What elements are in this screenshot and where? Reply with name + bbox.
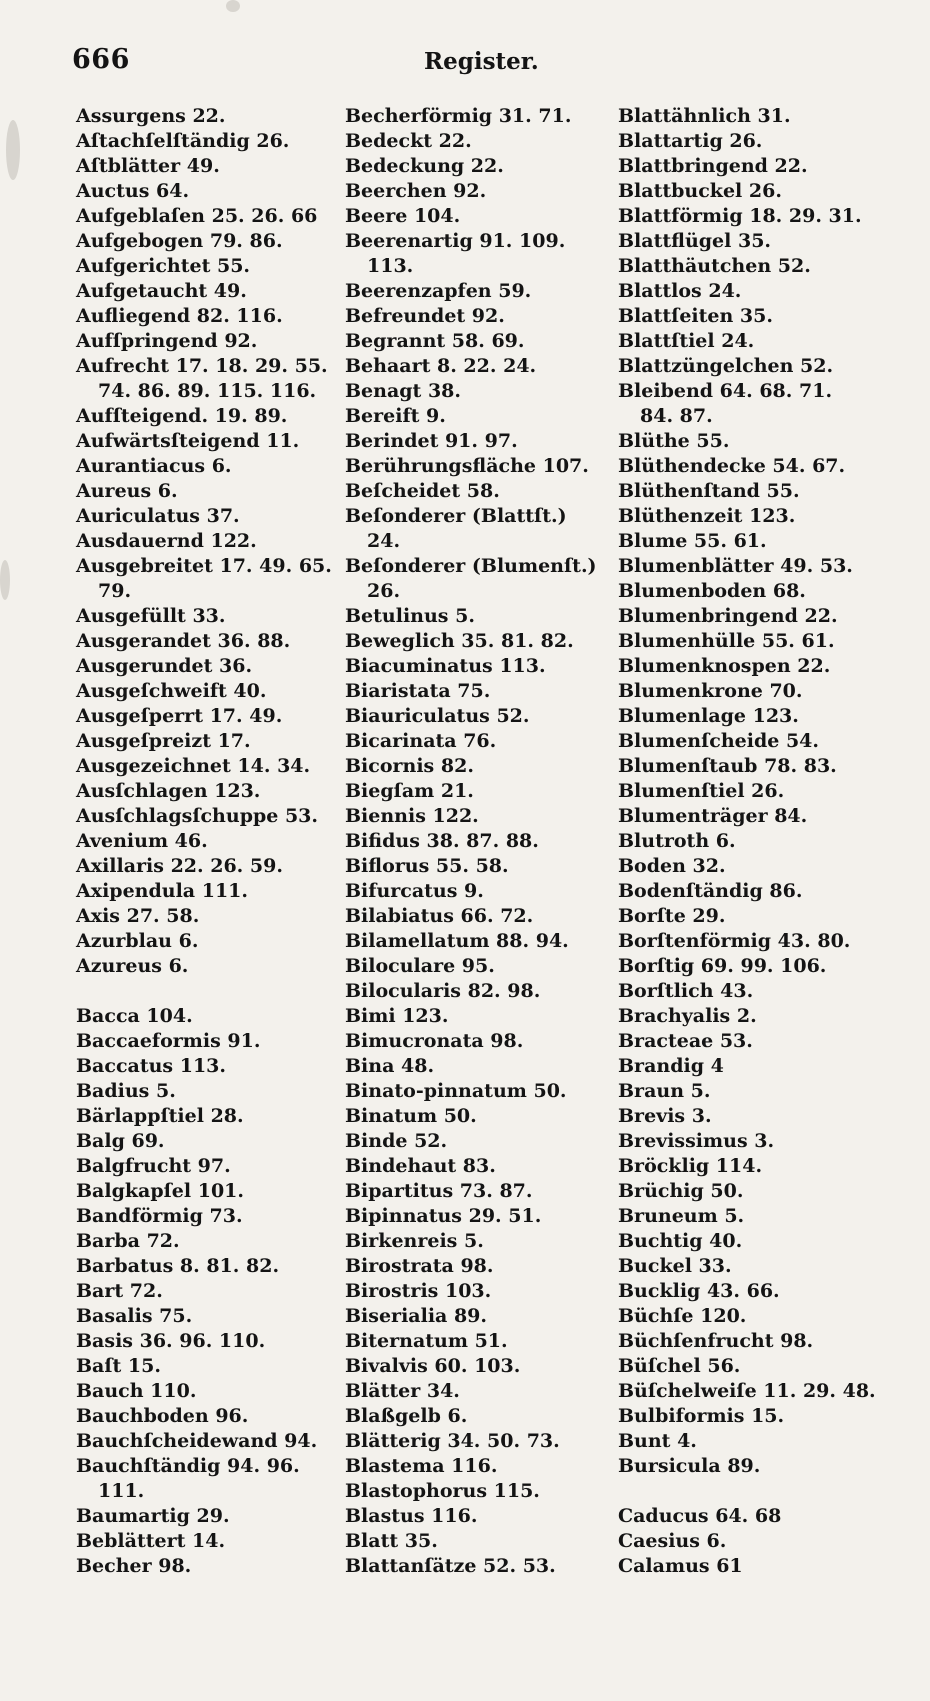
paper-stain	[6, 120, 20, 180]
index-entry: Blutroth 6.	[618, 830, 736, 852]
index-entry: Bärlappſtiel 28.	[76, 1105, 244, 1127]
index-entry: Biloculare 95.	[345, 955, 495, 977]
index-entry: Ausgeſchweift 40.	[76, 680, 267, 702]
index-entry: Biternatum 51.	[345, 1330, 508, 1352]
index-gap	[618, 1479, 898, 1504]
index-entry: Bimi 123.	[345, 1005, 449, 1027]
index-entry: Bart 72.	[76, 1280, 163, 1302]
index-entry: Berindet 91. 97.	[345, 430, 518, 452]
index-entry: Blastema 116.	[345, 1455, 498, 1477]
index-entry: Bracteae 53.	[618, 1030, 753, 1052]
index-entry: Biaristata 75.	[345, 680, 491, 702]
index-entry: Bursicula 89.	[618, 1455, 761, 1477]
index-entry: 79.	[98, 580, 132, 602]
index-entry: Boden 32.	[618, 855, 726, 877]
index-entry: Beſonderer (Blumenſt.)	[345, 555, 597, 577]
index-entry: Baumartig 29.	[76, 1505, 230, 1527]
page-number: 666	[72, 44, 130, 75]
index-entry: Bandförmig 73.	[76, 1205, 243, 1227]
index-entry: Behaart 8. 22. 24.	[345, 355, 537, 377]
index-entry: Bacca 104.	[76, 1005, 193, 1027]
index-entry: Büſchel 56.	[618, 1355, 741, 1377]
index-entry: Blattförmig 18. 29. 31.	[618, 205, 862, 227]
index-entry: Barbatus 8. 81. 82.	[76, 1255, 280, 1277]
index-entry: Bereift 9.	[345, 405, 446, 427]
index-entry: Blastus 116.	[345, 1505, 478, 1527]
index-entry: Blumenſtiel 26.	[618, 780, 785, 802]
index-entry: Caesius 6.	[618, 1530, 727, 1552]
running-title: Register.	[424, 48, 539, 75]
index-entry: Blüthenſtand 55.	[618, 480, 800, 502]
index-entry: Blattſeiten 35.	[618, 305, 773, 327]
index-entry: Buckel 33.	[618, 1255, 732, 1277]
index-entry: Ausgerundet 36.	[76, 655, 253, 677]
index-entry: Bröcklig 114.	[618, 1155, 763, 1177]
index-entry: Bifurcatus 9.	[345, 880, 484, 902]
index-entry: Azurblau 6.	[76, 930, 199, 952]
index-entry: Bipinnatus 29. 51.	[345, 1205, 542, 1227]
index-entry: Bicarinata 76.	[345, 730, 497, 752]
index-entry: Blumenknospen 22.	[618, 655, 831, 677]
index-entry: Betulinus 5.	[345, 605, 475, 627]
index-entry: Beſonderer (Blattſt.)	[345, 505, 567, 527]
index-entry: Aufgerichtet 55.	[76, 255, 251, 277]
index-entry: Basalis 75.	[76, 1305, 193, 1327]
index-entry: Bicornis 82.	[345, 755, 474, 777]
index-entry: Axipendula 111.	[76, 880, 248, 902]
index-entry: Borſtenförmig 43. 80.	[618, 930, 851, 952]
index-entry: Bunt 4.	[618, 1430, 697, 1452]
index-entry: Ausſchlagsſchuppe 53.	[76, 805, 319, 827]
index-entry: Baccatus 113.	[76, 1055, 226, 1077]
index-column-3	[618, 104, 898, 1579]
index-entry: Blattlos 24.	[618, 280, 742, 302]
index-entry: Blastophorus 115.	[345, 1480, 540, 1502]
index-entry: Aſtblätter 49.	[76, 155, 220, 177]
index-entry: Biacuminatus 113.	[345, 655, 546, 677]
index-entry: Barba 72.	[76, 1230, 180, 1252]
index-entry: Bifidus 38. 87. 88.	[345, 830, 539, 852]
index-entry: Balgkapſel 101.	[76, 1180, 245, 1202]
index-entry: Blätter 34.	[345, 1380, 460, 1402]
index-entry: Assurgens 22.	[76, 105, 226, 127]
index-entry: Blattbringend 22.	[618, 155, 808, 177]
index-entry: Büchſenfrucht 98.	[618, 1330, 814, 1352]
paper-stain	[226, 0, 240, 12]
index-entry: Bilocularis 82. 98.	[345, 980, 541, 1002]
index-entry: Bodenſtändig 86.	[618, 880, 803, 902]
index-entry: Bedeckung 22.	[345, 155, 504, 177]
index-entry: Auctus 64.	[76, 180, 190, 202]
index-entry: Blumenhülle 55. 61.	[618, 630, 835, 652]
paper-stain	[0, 560, 10, 600]
index-entry: Büchſe 120.	[618, 1305, 747, 1327]
index-entry: Brevissimus 3.	[618, 1130, 775, 1152]
index-entry: Ausgerandet 36. 88.	[76, 630, 291, 652]
index-entry: 74. 86. 89. 115. 116.	[98, 380, 317, 402]
index-entry: Bleibend 64. 68. 71.	[618, 380, 833, 402]
index-entry: Blattähnlich 31.	[618, 105, 791, 127]
index-entry: 84. 87.	[640, 405, 713, 427]
index-entry: Borſtig 69. 99. 106.	[618, 955, 827, 977]
index-entry: Baccaeformis 91.	[76, 1030, 261, 1052]
index-entry: 111.	[98, 1480, 145, 1502]
index-gap	[76, 979, 331, 1004]
index-entry: Bina 48.	[345, 1055, 435, 1077]
index-entry: Blüthendecke 54. 67.	[618, 455, 846, 477]
index-entry: Blattbuckel 26.	[618, 180, 782, 202]
index-entry: Aufſteigend. 19. 89.	[76, 405, 288, 427]
index-entry: Büſchelweiſe 11. 29. 48.	[618, 1380, 876, 1402]
index-entry: Aureus 6.	[76, 480, 178, 502]
index-entry: Bedeckt 22.	[345, 130, 472, 152]
index-entry: Biserialia 89.	[345, 1305, 488, 1327]
index-entry: Aufſpringend 92.	[76, 330, 258, 352]
index-entry: Binatum 50.	[345, 1105, 477, 1127]
index-entry: Calamus 61	[618, 1555, 743, 1577]
index-entry: Birkenreis 5.	[345, 1230, 484, 1252]
index-entry: Brüchig 50.	[618, 1180, 744, 1202]
index-entry: Biennis 122.	[345, 805, 479, 827]
index-entry: Brevis 3.	[618, 1105, 712, 1127]
index-entry: Benagt 38.	[345, 380, 462, 402]
index-entry: Bipartitus 73. 87.	[345, 1180, 533, 1202]
index-entry: Beſcheidet 58.	[345, 480, 500, 502]
index-entry: Blatt 35.	[345, 1530, 438, 1552]
index-entry: Axis 27. 58.	[76, 905, 200, 927]
index-entry: Baſt 15.	[76, 1355, 161, 1377]
index-entry: Borſte 29.	[618, 905, 726, 927]
index-entry: Bimucronata 98.	[345, 1030, 524, 1052]
index-entry: Binde 52.	[345, 1130, 448, 1152]
index-entry: Befreundet 92.	[345, 305, 505, 327]
index-entry: Blume 55. 61.	[618, 530, 767, 552]
index-entry: Beerenartig 91. 109.	[345, 230, 566, 252]
index-entry: 26.	[367, 580, 401, 602]
index-entry: Beerenzapfen 59.	[345, 280, 532, 302]
index-entry: Bruneum 5.	[618, 1205, 745, 1227]
index-entry: Blaßgelb 6.	[345, 1405, 468, 1427]
index-entry: Aurantiacus 6.	[76, 455, 232, 477]
index-entry: Bauchboden 96.	[76, 1405, 249, 1427]
index-entry: Ausgebreitet 17. 49. 65.	[76, 555, 332, 577]
index-entry: Ausgeſperrt 17. 49.	[76, 705, 283, 727]
index-entry: Blattartig 26.	[618, 130, 763, 152]
index-column-1	[76, 104, 331, 1579]
index-entry: Brandig 4	[618, 1055, 724, 1077]
index-entry: Aufrecht 17. 18. 29. 55.	[76, 355, 328, 377]
index-entry: Blattſtiel 24.	[618, 330, 755, 352]
index-entry: Aſtachſelſtändig 26.	[76, 130, 290, 152]
index-entry: Blumenlage 123.	[618, 705, 799, 727]
index-entry: Blätterig 34. 50. 73.	[345, 1430, 560, 1452]
index-entry: Birostrata 98.	[345, 1255, 494, 1277]
index-entry: Becherförmig 31. 71.	[345, 105, 572, 127]
index-entry: Bauchſcheidewand 94.	[76, 1430, 318, 1452]
index-entry: Basis 36. 96. 110.	[76, 1330, 266, 1352]
index-entry: Caducus 64. 68	[618, 1505, 782, 1527]
index-entry: Avenium 46.	[76, 830, 208, 852]
index-entry: Braun 5.	[618, 1080, 711, 1102]
index-entry: Balg 69.	[76, 1130, 165, 1152]
index-entry: Begrannt 58. 69.	[345, 330, 525, 352]
index-entry: Beere 104.	[345, 205, 461, 227]
index-entry: Balgfrucht 97.	[76, 1155, 231, 1177]
index-entry: 113.	[367, 255, 414, 277]
index-entry: Axillaris 22. 26. 59.	[76, 855, 283, 877]
index-entry: Blumenbringend 22.	[618, 605, 838, 627]
index-entry: Biegſam 21.	[345, 780, 474, 802]
index-entry: Bauchſtändig 94. 96.	[76, 1455, 300, 1477]
index-entry: Badius 5.	[76, 1080, 176, 1102]
index-entry: Blattflügel 35.	[618, 230, 772, 252]
index-entry: Aufgetaucht 49.	[76, 280, 247, 302]
index-entry: Buchtig 40.	[618, 1230, 743, 1252]
index-entry: Ausgefüllt 33.	[76, 605, 226, 627]
index-entry: Auriculatus 37.	[76, 505, 240, 527]
index-entry: Blumenträger 84.	[618, 805, 808, 827]
index-entry: Blattzüngelchen 52.	[618, 355, 834, 377]
index-entry: Blumenkrone 70.	[618, 680, 803, 702]
index-entry: Aufliegend 82. 116.	[76, 305, 283, 327]
index-entry: Blüthenzeit 123.	[618, 505, 796, 527]
index-entry: Becher 98.	[76, 1555, 192, 1577]
index-entry: Aufwärtsſteigend 11.	[76, 430, 300, 452]
index-entry: Ausdauernd 122.	[76, 530, 257, 552]
index-entry: Birostris 103.	[345, 1280, 492, 1302]
index-entry: Bilamellatum 88. 94.	[345, 930, 569, 952]
index-entry: Ausſchlagen 123.	[76, 780, 261, 802]
index-entry: Blatthäutchen 52.	[618, 255, 811, 277]
index-entry: Bivalvis 60. 103.	[345, 1355, 521, 1377]
index-entry: Ausgeſpreizt 17.	[76, 730, 251, 752]
index-entry: Biauriculatus 52.	[345, 705, 530, 727]
index-entry: Borſtlich 43.	[618, 980, 754, 1002]
index-entry: Blumenblätter 49. 53.	[618, 555, 853, 577]
index-entry: Beweglich 35. 81. 82.	[345, 630, 574, 652]
index-entry: Aufgeblaſen 25. 26. 66	[76, 205, 318, 227]
index-entry: Blumenboden 68.	[618, 580, 806, 602]
index-entry: Blattanſätze 52. 53.	[345, 1555, 556, 1577]
index-entry: Bilabiatus 66. 72.	[345, 905, 534, 927]
index-column-2	[345, 104, 610, 1579]
index-entry: 24.	[367, 530, 401, 552]
index-entry: Bauch 110.	[76, 1380, 197, 1402]
index-entry: Blüthe 55.	[618, 430, 730, 452]
index-entry: Blumenſtaub 78. 83.	[618, 755, 837, 777]
index-entry: Beblättert 14.	[76, 1530, 226, 1552]
index-entry: Bucklig 43. 66.	[618, 1280, 780, 1302]
index-entry: Brachyalis 2.	[618, 1005, 757, 1027]
index-entry: Bindehaut 83.	[345, 1155, 496, 1177]
index-entry: Bulbiformis 15.	[618, 1405, 785, 1427]
index-entry: Biflorus 55. 58.	[345, 855, 509, 877]
index-entry: Aufgebogen 79. 86.	[76, 230, 283, 252]
index-entry: Ausgezeichnet 14. 34.	[76, 755, 311, 777]
index-entry: Blumenſcheide 54.	[618, 730, 820, 752]
index-entry: Berührungsfläche 107.	[345, 455, 589, 477]
page-header	[72, 44, 870, 84]
index-entry: Binato-pinnatum 50.	[345, 1080, 567, 1102]
index-entry: Azureus 6.	[76, 955, 189, 977]
index-entry: Beerchen 92.	[345, 180, 487, 202]
